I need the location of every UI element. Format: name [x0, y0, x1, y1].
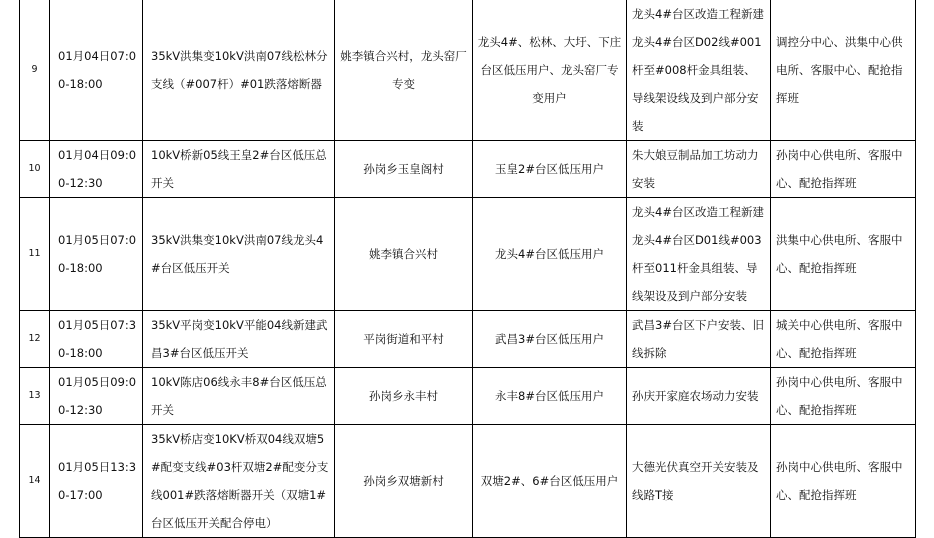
outage-area: 姚李镇合兴村，龙头窑厂专变	[335, 0, 473, 141]
row-number: 12	[20, 311, 50, 368]
outage-line: 35kV平岗变10kV平能04线新建武昌3#台区低压开关	[143, 311, 335, 368]
outage-line: 10kV陈店06线永丰8#台区低压总开关	[143, 368, 335, 425]
responsible-dept: 孙岗中心供电所、客服中心、配抢指挥班	[771, 425, 916, 538]
outage-schedule-table	[19, 0, 916, 538]
affected-users: 龙头4#、松林、大圩、下庄台区低压用户、龙头窑厂专变用户	[473, 0, 627, 141]
outage-time: 01月05日07:00-18:00	[50, 198, 143, 311]
work-content: 大德光伏真空开关安装及线路T接	[627, 425, 771, 538]
outage-time: 01月05日09:00-12:30	[50, 368, 143, 425]
outage-time: 01月05日13:30-17:00	[50, 425, 143, 538]
work-content: 龙头4#台区改造工程新建龙头4#台区D01线#003杆至011杆金具组装、导线架设及到户部分安装	[627, 198, 771, 311]
outage-area: 平岗街道和平村	[335, 311, 473, 368]
responsible-dept: 调控分中心、洪集中心供电所、客服中心、配抢指挥班	[771, 0, 916, 141]
outage-line: 35kV洪集变10kV洪南07线龙头4#台区低压开关	[143, 198, 335, 311]
row-number: 11	[20, 198, 50, 311]
responsible-dept: 孙岗中心供电所、客服中心、配抢指挥班	[771, 368, 916, 425]
outage-line: 10kV桥新05线王皇2#台区低压总开关	[143, 141, 335, 198]
affected-users: 永丰8#台区低压用户	[473, 368, 627, 425]
work-content: 龙头4#台区改造工程新建龙头4#台区D02线#001杆至#008杆金具组装、导线架设线及到户部分安装	[627, 0, 771, 141]
outage-area: 姚李镇合兴村	[335, 198, 473, 311]
row-number: 13	[20, 368, 50, 425]
table-row	[20, 0, 916, 141]
table-row	[20, 141, 916, 198]
responsible-dept: 城关中心供电所、客服中心、配抢指挥班	[771, 311, 916, 368]
affected-users: 双塘2#、6#台区低压用户	[473, 425, 627, 538]
outage-area: 孙岗乡永丰村	[335, 368, 473, 425]
affected-users: 玉皇2#台区低压用户	[473, 141, 627, 198]
table-row	[20, 368, 916, 425]
work-content: 朱大娘豆制品加工坊动力安装	[627, 141, 771, 198]
outage-area: 孙岗乡双塘新村	[335, 425, 473, 538]
outage-line: 35kV桥店变10KV桥双04线双塘5#配变支线#03杆双塘2#配变分支线001#跌落熔断器开关（双塘1#台区低压开关配合停电）	[143, 425, 335, 538]
table-row	[20, 425, 916, 538]
work-content: 孙庆开家庭农场动力安装	[627, 368, 771, 425]
row-number: 14	[20, 425, 50, 538]
outage-line: 35kV洪集变10kV洪南07线松林分支线（#007杆）#01跌落熔断器	[143, 0, 335, 141]
outage-time: 01月05日07:30-18:00	[50, 311, 143, 368]
responsible-dept: 孙岗中心供电所、客服中心、配抢指挥班	[771, 141, 916, 198]
outage-time: 01月04日09:00-12:30	[50, 141, 143, 198]
outage-area: 孙岗乡玉皇阁村	[335, 141, 473, 198]
affected-users: 武昌3#台区低压用户	[473, 311, 627, 368]
outage-time: 01月04日07:00-18:00	[50, 0, 143, 141]
responsible-dept: 洪集中心供电所、客服中心、配抢指挥班	[771, 198, 916, 311]
work-content: 武昌3#台区下户安装、旧线拆除	[627, 311, 771, 368]
table-row	[20, 198, 916, 311]
affected-users: 龙头4#台区低压用户	[473, 198, 627, 311]
row-number: 9	[20, 0, 50, 141]
row-number: 10	[20, 141, 50, 198]
table-row	[20, 311, 916, 368]
